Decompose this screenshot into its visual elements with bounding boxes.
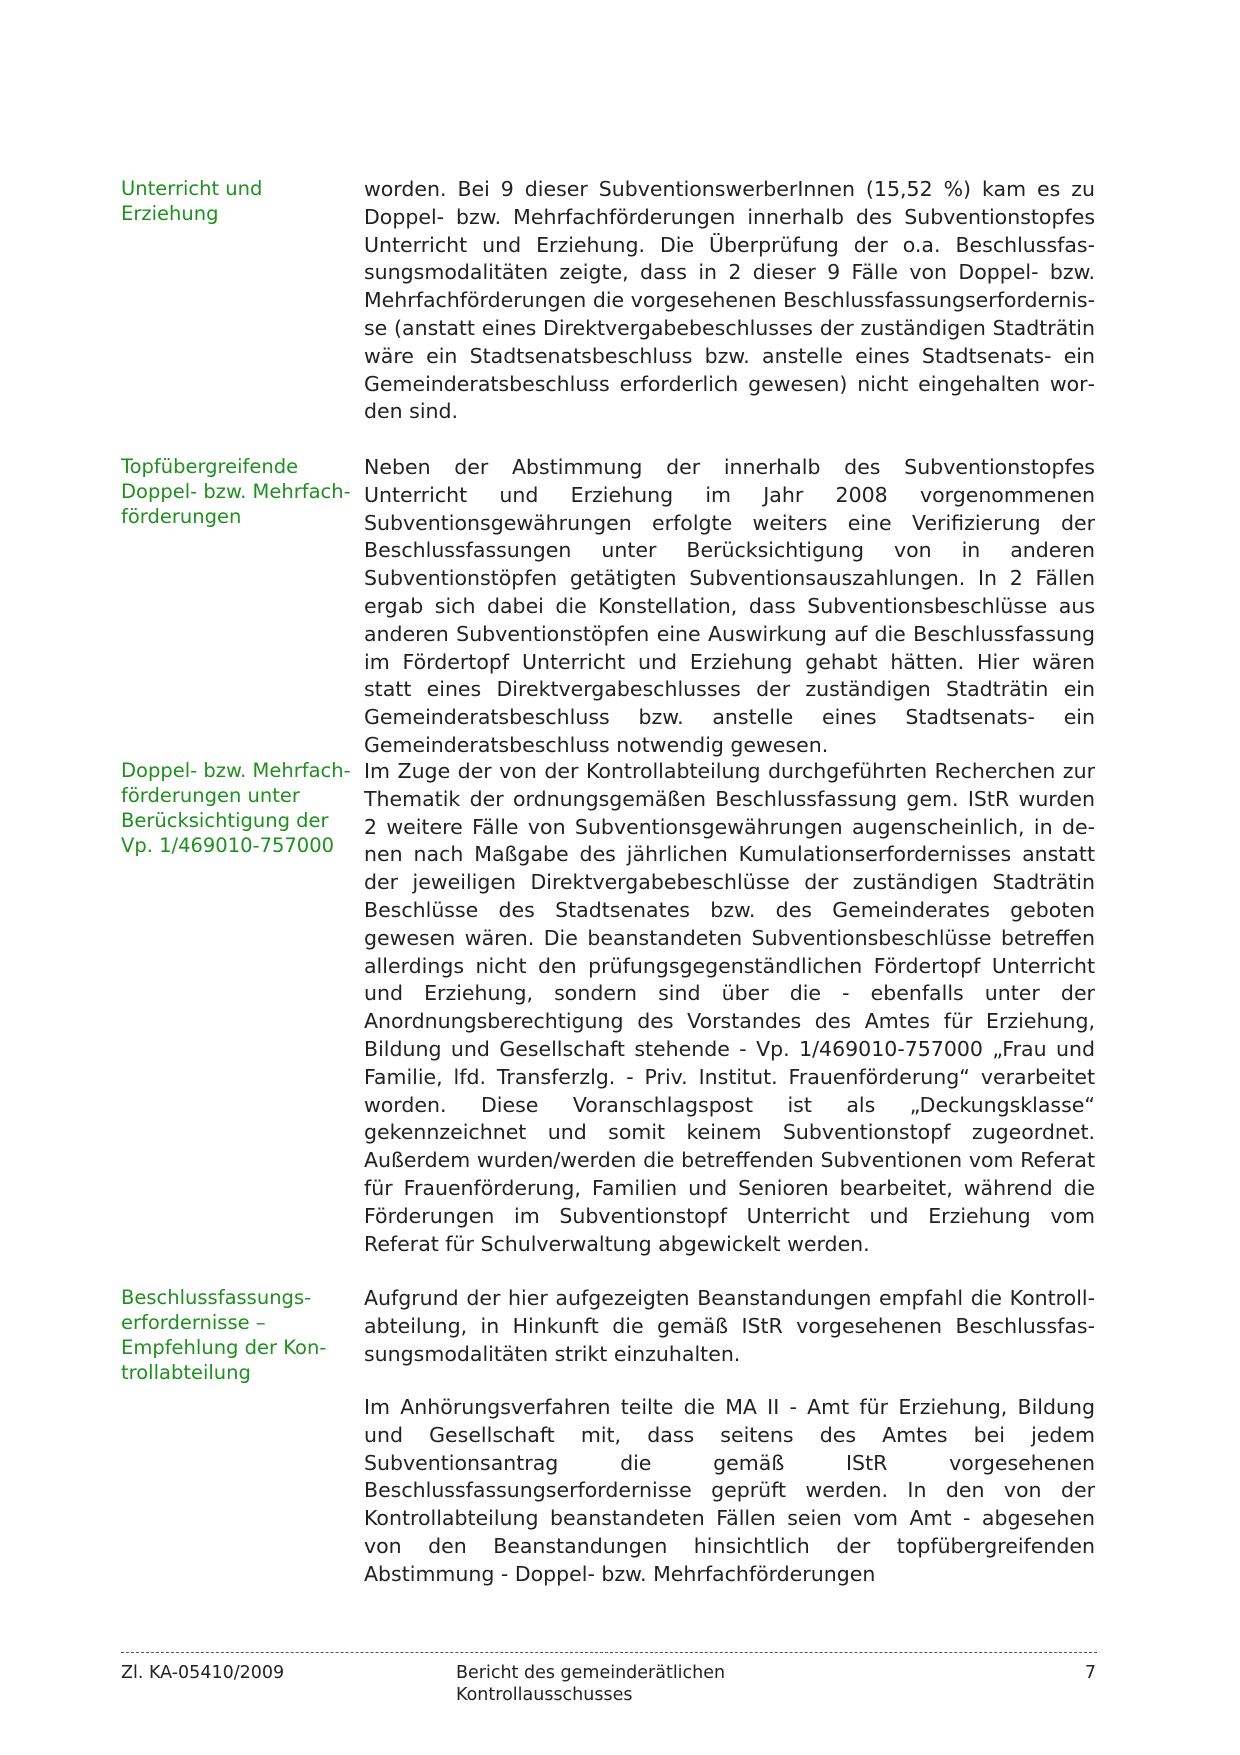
body-paragraph: worden. Bei 9 dieser SubventionswerberInnen (15,52 %) kam es zu Doppel- bzw. Mehrfachförderungen innerhalb des Subventionstopfes Unterricht und Erziehung. Die Überprüfung der o.a. Beschlussfassungsmodalitäten zeigte, dass in 2 dieser 9 Fälle von Doppel- bzw. Mehrfachförderungen die vorgesehenen Beschlussfassungserfordernisse (anstatt eines Direktvergabebeschlusses der zuständigen Stadträtin wäre ein Stadtsenatsbeschluss bzw. anstelle eines Stadtsenats- ein Gemeinderatsbeschluss erforderlich gewesen) nicht eingehalten worden sind. [364,177,1095,424]
footer-reference: Zl. KA-05410/2009 [121,1663,285,1683]
footer-title: Bericht des gemeinderätlichen Kontrollausschusses [456,1663,726,1705]
body-paragraph: Im Zuge der von der Kontrollabteilung durchgeführten Recherchen zur Thematik der ordnungsgemäßen Beschlussfassung gem. IStR wurden 2 weitere Fälle von Subventionsgewährungen augenscheinlich, in denen nach Maßgabe des jährlichen Kumulationserfordernisses anstatt der jeweiligen Direktvergabebeschlüsse der zuständigen Stadträtin Beschlüsse des Stadtsenates bzw. des Gemeinderates geboten gewesen wären. Die beanstandeten Subventionsbeschlüsse betreffen allerdings nicht den prüfungsgegenständlichen Fördertopf Unterricht und Erziehung, sondern sind über die - ebenfalls unter der Anordnungsberechtigung des Vorstandes des Amtes für Erziehung, Bildung und Gesellschaft stehende - Vp. 1/469010-757000 „Frau und Familie, lfd. Transferzlg. - Priv. Institut. Frauenförderung“ verarbeitet worden. Diese Voranschlagspost ist als „Deckungsklasse“ gekennzeichnet und somit keinem Subventionstopf zugeordnet. Außerdem wurden/werden die betreffenden Subventionen vom Referat für Frauenförderung, Familien und Senioren bearbeitet, während die Förderungen im Subventionstopf Unterricht und Erziehung vom Referat für Schulverwaltung abgewickelt werden. [364,759,1095,1256]
body-paragraph: Im Anhörungsverfahren teilte die MA II - Amt für Erziehung, Bildung und Gesellschaft mit, dass seitens des Amtes bei jedem Subventionsantrag die gemäß IStR vorgesehenen Beschlussfassungserfordernisse geprüft werden. In den von der Kontrollabteilung beanstandeten Fällen seien vom Amt - abgesehen von den Beanstandungen hinsichtlich der topfübergreifenden Abstimmung - Doppel- bzw. Mehrfachförderungen [364,1395,1095,1586]
body-paragraph: Neben der Abstimmung der innerhalb des Subventionstopfes Unterricht und Erziehung im Jahr 2008 vorgenommenen Subventionsgewährungen erfolgte weiters eine Verifizierung der Beschlussfassungen unter Berücksichtigung von in anderen Subventionstöpfen getätigten Subventionsauszahlungen. In 2 Fällen ergab sich dabei die Konstellation, dass Subventionsbeschlüsse aus anderen Subventionstöpfen eine Auswirkung auf die Beschlussfassung im Fördertopf Unterricht und Erziehung gehabt hätten. Hier wären statt eines Direktvergabeschlusses der zuständigen Stadträtin ein Gemeinderatsbeschluss bzw. anstelle eines Stadtsenats- ein Gemeinderatsbeschluss notwendig gewesen. [364,455,1095,757]
margin-note: Doppel- bzw. Mehrfachförderungen unter Berücksichtigung der Vp. 1/469010-757000 [121,759,351,857]
margin-note: Topfübergreifende Doppel- bzw. Mehrfachförderungen [121,455,351,528]
margin-note: Beschlussfassungserfordernisse – Empfehlung der Kontrollabteilung [121,1286,327,1384]
margin-note: Unterricht und Erziehung [121,177,263,225]
body-paragraph: Aufgrund der hier aufgezeigten Beanstandungen empfahl die Kontrollabteilung, in Hinkunft die gemäß IStR vorgesehenen Beschlussfassungsmodalitäten strikt einzuhalten. [364,1286,1095,1366]
footer-divider [121,1652,1097,1653]
page-number: 7 [1084,1663,1096,1683]
